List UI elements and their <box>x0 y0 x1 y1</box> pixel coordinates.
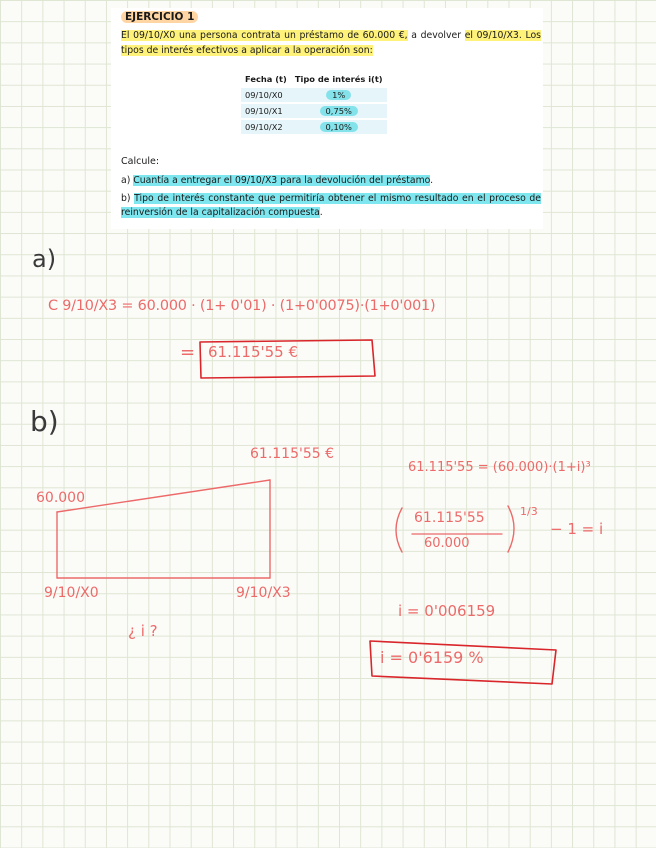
table-cell-date: 09/10/X0 <box>241 87 291 103</box>
result-b-value: i = 0'6159 % <box>380 648 484 667</box>
diagram-unknown-rate: ¿ i ? <box>128 622 158 640</box>
equation-2-numerator: 61.115'55 <box>414 510 485 526</box>
table-header: Fecha (t) <box>241 72 291 87</box>
table-cell-date: 09/10/X1 <box>241 103 291 119</box>
equation-1: 61.115'55 = (60.000)·(1+i)³ <box>408 460 591 475</box>
question-a-prefix: a) <box>121 175 134 186</box>
equation-2-exponent: 1/3 <box>520 505 538 518</box>
rate-value: 1% <box>326 90 351 100</box>
right-paren <box>508 506 514 552</box>
statement-plain: a devolver <box>407 30 462 41</box>
statement-highlight-2: el 09/10/X3. Los tipos de interés efectivos a aplicar a la operación son: <box>121 30 541 56</box>
equation-2-denominator: 60.000 <box>424 536 470 551</box>
result-b-box <box>370 641 556 684</box>
calcule-label: Calcule: <box>121 156 160 167</box>
statement-highlight-1: El 09/10/X0 una persona contrata un préstamo de 60.000 €, <box>121 30 408 41</box>
equation-3: i = 0'006159 <box>398 602 496 620</box>
result-a-equals: = <box>180 342 196 363</box>
rate-value: 0,75% <box>320 106 358 116</box>
question-a-text: Cuantía a entregar el 09/10/X3 para la devolución del préstamo <box>133 175 431 186</box>
diagram-end-date: 9/10/X3 <box>236 585 291 601</box>
diagram-start-date: 9/10/X0 <box>44 585 99 601</box>
result-a-value: 61.115'55 € <box>208 343 299 361</box>
diagram-initial-amount: 60.000 <box>36 490 85 506</box>
question-b-text: Tipo de interés constante que permitiría obtener el mismo resultado en el proceso de reinversión de la capitalización compuesta <box>121 193 541 218</box>
rate-value: 0,10% <box>320 122 358 132</box>
diagram-top-line <box>57 480 270 512</box>
left-paren <box>396 508 402 552</box>
equation-2-rest: − 1 = i <box>550 520 604 538</box>
table-header: Tipo de interés i(t) <box>291 72 387 87</box>
diagram-final-amount: 61.115'55 € <box>250 446 335 462</box>
label-b: b) <box>30 405 59 438</box>
question-b-suffix: . <box>319 207 323 218</box>
question-b-prefix: b) <box>121 193 135 204</box>
table-cell-date: 09/10/X2 <box>241 119 291 134</box>
question-a-suffix: . <box>430 175 434 186</box>
result-a-box <box>200 340 375 378</box>
label-a: a) <box>32 245 57 273</box>
formula-a: C 9/10/X3 = 60.000 · (1+ 0'01) · (1+0'0075)·(1+0'001) <box>48 298 436 314</box>
exercise-title-text: EJERCICIO 1 <box>121 11 198 23</box>
